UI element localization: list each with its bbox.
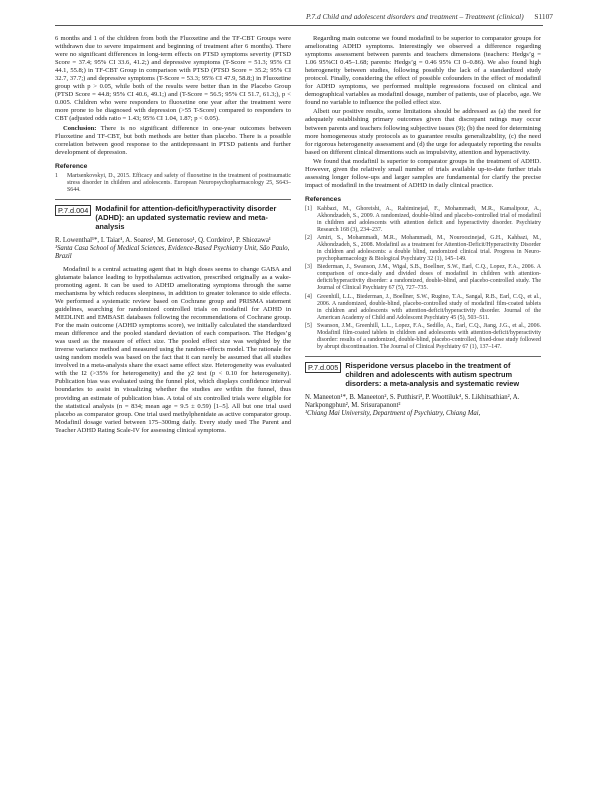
reference-number: [5] — [305, 322, 312, 329]
references-heading: Reference — [55, 162, 88, 170]
reference-text: Martsenkovskyi, D., 2015. Efficacy and safety of fluoxetine in the treatment of posttraumatic stress disorder in children and adolescents. European Neuropsychopharmacology 25, S643–S644. — [67, 172, 291, 193]
section-divider — [305, 356, 541, 357]
abstract-title: Risperidone versus placebo in the treatment of children and adolescents with autism spectrum disorders: a meta-analysis and systematic review — [345, 360, 520, 388]
body-paragraph: We found that modafinil is superior to comparator groups in the treatment of ADHD. However, given the relatively small number of trials available up-to-date further trials assessing longer follow-ups and larger samples are fundamental for clarify the precise impact of modafinil in the treatment of ADHD in daily clinical practice. — [305, 157, 541, 189]
reference-item — [305, 264, 541, 292]
reference-list — [305, 206, 541, 351]
right-column — [305, 35, 541, 423]
reference-number: [1] — [305, 205, 312, 212]
reference-number: 1 — [55, 172, 58, 179]
reference-number: [2] — [305, 235, 312, 242]
left-column — [55, 35, 291, 436]
reference-item — [305, 323, 541, 351]
section-divider — [55, 199, 291, 200]
affiliation: ¹Chiang Mai University, Department of Psychiatry, Chiang Mai, — [305, 410, 481, 418]
reference-item — [55, 173, 291, 194]
abstract-id-badge: P.7.d.004 — [55, 205, 91, 216]
reference-number: [4] — [305, 293, 312, 300]
conclusion-text: There is no significant difference in one-year outcomes between Fluoxetine and TF-CBT, but both methods are better than placebo. There is a possible correlation between good response to the antidepressant in PTSD patients and further development of depression. — [55, 124, 291, 156]
reference-item — [305, 294, 541, 322]
abstract-heading — [55, 204, 291, 231]
reference-list — [55, 173, 291, 194]
running-header — [0, 12, 600, 26]
abstract-heading — [305, 361, 541, 388]
reference-text: Greenhill, L.L., Biederman, J., Boellner, S.W., Rugino, T.A., Sangal, R.B., Earl, C.Q., et al., 2006. A randomized, double-blind, placebo-controlled study of modafinil film-coated tablets in children and adolescents with attention-deficit/hyperactivity disorder. Journal of the American Academy of Child and Adolescent Psychiatry 45 (5), 503–511. — [317, 293, 541, 321]
abstract-body: Modafinil is a central actuating agent that in high doses seems to change GABA and glutamate balance leading to hypothalamus activation, prescribed originally as a wake-promoting agent. It can be used to ADHD ameliorating symptoms through the same mechanisms by which reduces sleepiness, in addition to greater tolerance to side effects. We performed a systematic review based on Cochrane group and PRISMA statement guidelines, searching for randomized controlled trials on modafinil for ADHD in MEDLINE and EMBASE databases following the recommendations of Cochrane group. For the main outcome (ADHD symptoms score), we initially calculated the standardized mean difference and the pooled standard deviation of each comparison. The Hedges’g was used as the measure of effect size. The pooled effect size was weighted by the inverse variance method and measured using the random-effects model. The rationale for using random models was based on the fact that it can rarely be assumed that all studies involved in a meta-analysis share the exact same effect size. Heterogeneity was evaluated with the I2 (>35% for heterogeneity) and the χ2 test (p < 0.10 for heterogeneity). Publication bias was evaluated using the funnel plot, which displays confidence interval boundaries to assist in visualizing whether the studies are within the funnel, thus providing an estimate of publication bias. A total of six controlled trials were eligible for the statistical analysis (n = 834; mean age = 9.5 ± 0.59) [1–5]. All but one trial used placebo as comparator group. One trial used methylphenidate as active comparator group. Modafinil dosage varied between 175–300mg daily. Every study used The Parent and Teacher ADHD Rating Scale-IV for assessing clinical symptoms. — [55, 265, 291, 434]
references-heading: References — [305, 195, 342, 203]
author-list: N. Maneeton¹*, B. Maneeton², S. Putthisri³, P. Woottiluk⁴, S. Likhitsathian², A. Narkpongphun², M. Srisurapanont² — [305, 393, 520, 410]
body-paragraph: Regarding main outcome we found modafinil to be superior to comparator groups for ameliorating ADHD symptoms. Interestingly we observed a difference regarding symptoms assessment between parents and teachers dimensions (teachers: Hedgs’g = 1.06 95%CI 0.45–1.68; parents: Hedgs’g = 0.46 95% CI 0–0.86). We also found high heterogeneity between studies, following possibly the lack of a standardized study protocol. Finally, considering the effect of possible cofounders in the effect of modafinil for ADHD symptoms, we performed multiple regressions focused on clinical and demographical variables as modafinil dosage, number of patients, use of placebo, age. We found no variable to influence the polled effect size. — [305, 35, 541, 107]
reference-text: Amiri, S., Mohammadi, M.R., Mohammadi, M., Nouroozinejad, G.H., Kahbazi, M., Akhondzadeh, S., 2008. Modafinil as a treatment for Attention-Deficit/Hyperactivity Disorder in children and adolescents: a double blind, randomized clinical trial. Progress in Neuro-psychopharmacology & Biological Psychiatry 32 (1), 145–149. — [317, 235, 541, 263]
running-title: P.7.d Child and adolescent disorders and treatment – Treatment (clinical) — [306, 12, 524, 21]
page-number: S1107 — [534, 12, 553, 21]
body-paragraph: Albeit our positive results, some limitations should be addressed as (a) the need for adequately establishing primary outcomes given that discrepant ratings may occur between parents and teachers following subjective issues (9); (b) the need for determining more homogeneous study protocols as to guarantee results generalizability, (c) the need for rigorous heterogeneity assessment and (d) the urge for adequately reporting the results based on different clinical dimentions such as impulsivity, attention and hyperactivity. — [305, 108, 541, 156]
abstract-id-badge: P.7.d.005 — [305, 362, 341, 373]
reference-text: Kahbazi, M., Ghoreishi, A., Rahiminejad, F., Mohammadi, M.R., Kamalipour, A., Akhondzadeh, S., 2009. A randomized, double-blind and placebo-controlled trial of modafinil in children and adolescents with attention deficit and hyperactivity disorder. Psychiatry Research 168 (3), 234–237. — [317, 205, 541, 234]
reference-text: Biederman, J., Swanson, J.M., Wigal, S.B., Boellner, S.W., Earl, C.Q., Lopez, F.A., 2006. A comparison of once-daily and divided doses of modafinil in children with attention-deficit/hyperactivity disorder: a randomized, double-blind, and placebo-controlled study. The Journal of Clinical Psychiatry 67 (5), 727–735. — [317, 264, 541, 292]
conclusion-label: Conclusion: — [63, 124, 97, 132]
affiliation: ¹Santa Casa School of Medical Sciences, Evidence-Based Psychiatry Unit, São Paulo, Brazil — [55, 245, 290, 261]
results-paragraph: 6 months and 1 of the children from both the Fluoxetine and the TF-CBT Groups were withdrawn due to severe impairment and beginning of treatment after 6 months). There were no significant differences in long-term effects on PTSD symptoms severity (PTSD Score = 37.4; 95% CI 33.6, 41.2;) and depressive symptoms (T-Score = 51.3; 95% CI 44.1, 55.8;) in TF-CBT Group in comparison with PTSD (PTSD Score = 35.2; 95% CI 32.7, 37.7;) and depressive symptoms (T-Score = 53.3; 95% CI 47.9, 58.8;) in Fluoxetine group with p > 0.05, while both of the results were better than in the Placebo Group (PTSD Score = 44.8; 95% CI 40.6, 49.1;) and (T-Score = 56.5; 95% CI 51.7, 61.3;), p < 0.005. Children who were responders to fluoxetine one year after the treatment were more prone to be diagnosed with depression (>55 T-Score) compared to responders to CBT (adjusted odds ratio = 1.43; 95% CI 1.04, 1.87; p < 0.05). — [55, 35, 291, 123]
reference-item — [305, 206, 541, 234]
conclusion-paragraph — [55, 125, 291, 157]
reference-text: Swanson, J.M., Greenhill, L.L., Lopez, F.A., Sedillo, A., Earl, C.Q., Jiang, J.G., et al., 2006. Modafinil film-coated tablets in children and adolescents with attention-deficit/hyperactivity disorder: results of a randomized, double-blind, placebo-controlled, fixed-dose study followed by abrupt discontinuation. The Journal of Clinical Psychiatry 67 (1), 137–147. — [317, 322, 541, 350]
author-list: R. Lowenthal¹*, I. Taiar¹, A. Soares¹, M. Generoso¹, Q. Cordeiro¹, P. Shiozawa¹ — [55, 236, 271, 244]
reference-number: [3] — [305, 264, 312, 271]
abstract-title: Modafinil for attention-deficit/hyperactivity disorder (ADHD): an updated systematic review and meta-analysis — [95, 203, 277, 231]
reference-item — [305, 235, 541, 263]
header-rule — [55, 25, 543, 26]
